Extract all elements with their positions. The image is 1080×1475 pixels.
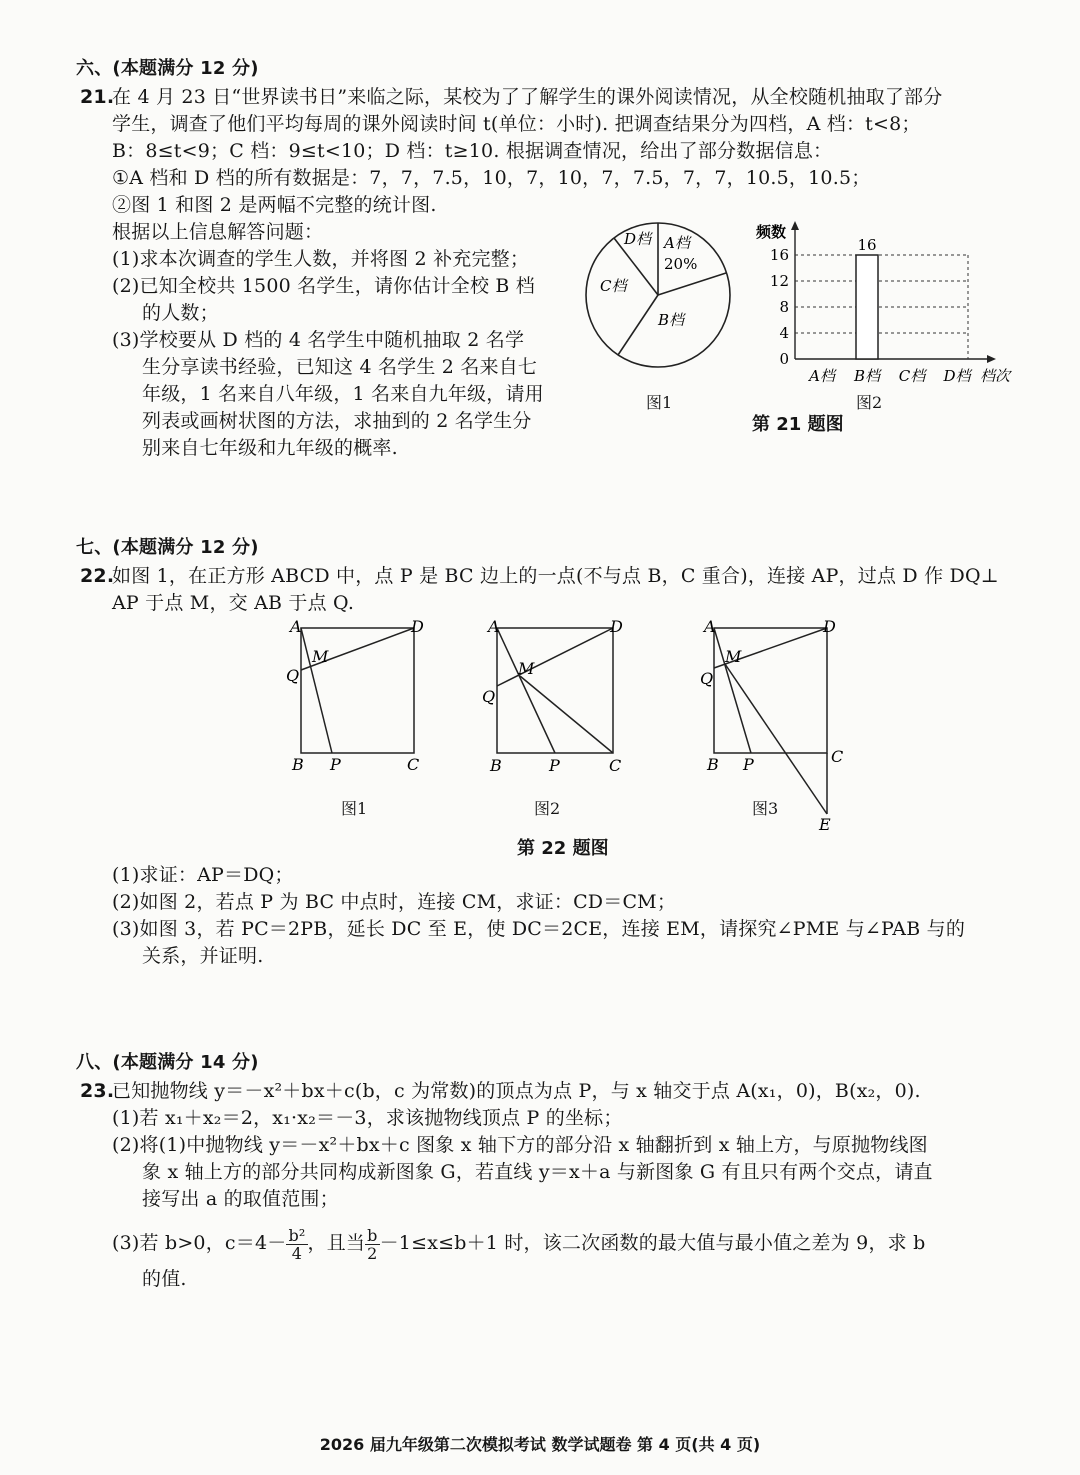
q21-part-3c: 年级，1 名来自八年级，1 名来自九年级，请用: [142, 383, 544, 405]
section-7-header: 七、(本题满分 12 分): [76, 537, 259, 558]
y-tick-label-8: 8: [779, 298, 789, 316]
section-8-header: 八、(本题满分 14 分): [76, 1052, 259, 1073]
label-d-2: D: [610, 617, 623, 636]
pie-label-a-percent: 20%: [664, 255, 698, 273]
q23-part-2b: 象 x 轴上方的部分共同构成新图象 G，若直线 y＝x＋a 与新图象 G 有且只有两个交点，请直: [142, 1161, 933, 1183]
x-tick-label-1: B档: [853, 367, 881, 385]
y-axis-label: 频数: [756, 223, 787, 241]
page-footer: 2026 届九年级第二次模拟考试 数学试题卷 第 4 页(共 4 页): [319, 1435, 761, 1454]
q23-line-1: 已知抛物线 y＝－x²＋bx＋c(b，c 为常数)的顶点为点 P，与 x 轴交于点 A(x₁，0)，B(x₂，0).: [112, 1080, 921, 1102]
q21-line-6: 根据以上信息解答问题：: [112, 221, 324, 243]
pie-label-c: C档: [600, 277, 627, 295]
label-c-1: C: [407, 755, 420, 774]
fraction-b-over-2: [365, 1227, 379, 1262]
square-abcd-2: [497, 628, 613, 753]
label-d-1: D: [411, 617, 424, 636]
label-e-3: E: [819, 815, 831, 834]
y-axis-arrow: [791, 221, 799, 230]
label-p-3: P: [743, 755, 754, 774]
x-tick-label-3: D档: [943, 367, 971, 385]
fraction-1-denominator: 4: [291, 1243, 303, 1263]
q22-line-2: AP 于点 M，交 AB 于点 Q.: [112, 592, 355, 614]
y-tick-label-0: 0: [779, 350, 789, 368]
q22-figure-caption: 第 22 题图: [517, 838, 609, 859]
label-d-3: D: [823, 617, 836, 636]
bar-1: [856, 255, 878, 359]
pie-label-a: A档: [664, 234, 690, 252]
figure-1-caption-q22: 图1: [341, 799, 368, 818]
segment-em-3: [725, 664, 827, 814]
q21-line-5: ②图 1 和图 2 是两幅不完整的统计图.: [112, 194, 437, 216]
q23-part-3-prefix: (3)若 b>0，c＝4－: [112, 1232, 287, 1254]
q22-line-1: 如图 1，在正方形 ABCD 中，点 P 是 BC 边上的一点(不与点 B，C 重合)，连接 AP，过点 D 作 DQ⊥: [112, 565, 999, 587]
q21-part-1: (1)求本次调查的学生人数，并将图 2 补充完整；: [112, 248, 530, 270]
label-b-1: B: [292, 755, 304, 774]
q21-part-3a: (3)学校要从 D 档的 4 名学生中随机抽取 2 名学: [112, 329, 525, 351]
y-tick-label-16: 16: [769, 246, 789, 264]
segment-dq-2: [497, 628, 613, 686]
y-tick-label-12: 12: [769, 272, 789, 290]
q21-line-2: 学生，调查了他们平均每周的课外阅读时间 t(单位：小时). 把调查结果分为四档，A 档：t<8；: [112, 113, 921, 135]
x-axis-arrow: [987, 355, 996, 363]
q21-part-2b: 的人数；: [142, 302, 219, 324]
q21-number: 21.: [80, 86, 115, 108]
geometry-figure-1: [286, 617, 424, 774]
q23-number: 23.: [80, 1080, 115, 1102]
q22-part-3a: (3)如图 3，若 PC＝2PB，延长 DC 至 E，使 DC＝2CE，连接 EM，请探究∠PME 与∠PAB 与的: [112, 918, 966, 940]
segment-ap-2: [497, 628, 555, 753]
q23-part-3-middle: ，且当: [307, 1232, 366, 1254]
label-a-1: A: [290, 617, 302, 636]
y-tick-label-4: 4: [779, 324, 789, 342]
q23-part-2a: (2)将(1)中抛物线 y＝－x²＋bx＋c 图象 x 轴下方的部分沿 x 轴翻折到 x 轴上方，与原抛物线图: [112, 1134, 928, 1156]
label-q-2: Q: [482, 687, 496, 706]
fraction-2-denominator: 2: [367, 1243, 378, 1263]
q22-part-2: (2)如图 2，若点 P 为 BC 中点时，连接 CM，求证：CD＝CM；: [112, 891, 677, 913]
figure-2-caption: 图2: [856, 393, 883, 412]
x-tick-label-2: C档: [898, 367, 926, 385]
q22-part-1: (1)求证：AP＝DQ；: [112, 864, 294, 886]
bar-chart-figure-2: [750, 215, 1035, 385]
label-m-2: M: [518, 659, 535, 678]
label-q-1: Q: [286, 666, 300, 685]
label-p-1: P: [330, 755, 341, 774]
q21-part-3d: 列表或画树状图的方法，求抽到的 2 名学生分: [142, 410, 532, 432]
fraction-2-numerator: b: [367, 1225, 378, 1245]
bar-value-label-1: 16: [857, 236, 877, 254]
label-p-2: P: [549, 756, 560, 775]
label-c-2: C: [609, 756, 622, 775]
label-m-3: M: [725, 647, 742, 666]
label-m-1: M: [312, 647, 329, 666]
x-axis-label: 档次: [980, 367, 1011, 385]
q22-number: 22.: [80, 565, 115, 587]
label-c-3: C: [831, 747, 844, 766]
fraction-1-numerator: b²: [288, 1225, 306, 1245]
q23-part-3a: [112, 1223, 925, 1263]
pie-divider-bottom: [618, 295, 658, 355]
label-a-2: A: [488, 617, 500, 636]
q21-line-1: 在 4 月 23 日“世界读书日”来临之际，某校为了了解学生的课外阅读情况，从全校随机抽取了部分: [112, 86, 943, 108]
q23-part-1: (1)若 x₁＋x₂＝2，x₁·x₂＝－3，求该抛物线顶点 P 的坐标；: [112, 1107, 623, 1129]
section-6-header: 六、(本题满分 12 分): [76, 58, 259, 79]
q21-part-2a: (2)已知全校共 1500 名学生，请你估计全校 B 档: [112, 275, 535, 297]
pie-divider-right: [658, 273, 726, 295]
label-b-2: B: [490, 756, 502, 775]
pie-chart-figure-1: [580, 215, 740, 375]
q21-figure-caption: 第 21 题图: [752, 414, 844, 435]
q21-part-3b: 生分享读书经验，已知这 4 名学生 2 名来自七: [142, 356, 538, 378]
figure-1-caption: 图1: [646, 393, 673, 412]
q21-line-4: ①A 档和 D 档的所有数据是：7，7，7.5，10，7，10，7，7.5，7，7，10.5，10.5；: [112, 167, 871, 189]
segment-cm-2: [520, 676, 613, 753]
q22-part-3b: 关系，并证明.: [142, 945, 264, 967]
label-q-3: Q: [700, 669, 714, 688]
q23-part-2c: 接写出 a 的取值范围；: [142, 1188, 339, 1210]
figure-3-caption-q22: 图3: [752, 799, 779, 818]
label-b-3: B: [707, 755, 719, 774]
q21-line-3: B：8≤t<9；C 档：9≤t<10；D 档：t≥10. 根据调查情况，给出了部分数据信息：: [112, 140, 833, 162]
q21-part-3e: 别来自七年级和九年级的概率.: [142, 437, 398, 459]
label-a-3: A: [704, 617, 716, 636]
figure-2-caption-q22: 图2: [534, 799, 561, 818]
pie-label-b: B档: [658, 311, 685, 329]
q23-part-3b: 的值.: [142, 1268, 187, 1290]
q23-part-3-suffix: －1≤x≤b＋1 时，该二次函数的最大值与最小值之差为 9，求 b: [379, 1232, 926, 1254]
fraction-b2-over-4: [286, 1227, 307, 1262]
x-tick-label-0: A档: [809, 367, 835, 385]
pie-label-d: D档: [624, 230, 652, 248]
geometry-figure-2: [482, 617, 623, 775]
